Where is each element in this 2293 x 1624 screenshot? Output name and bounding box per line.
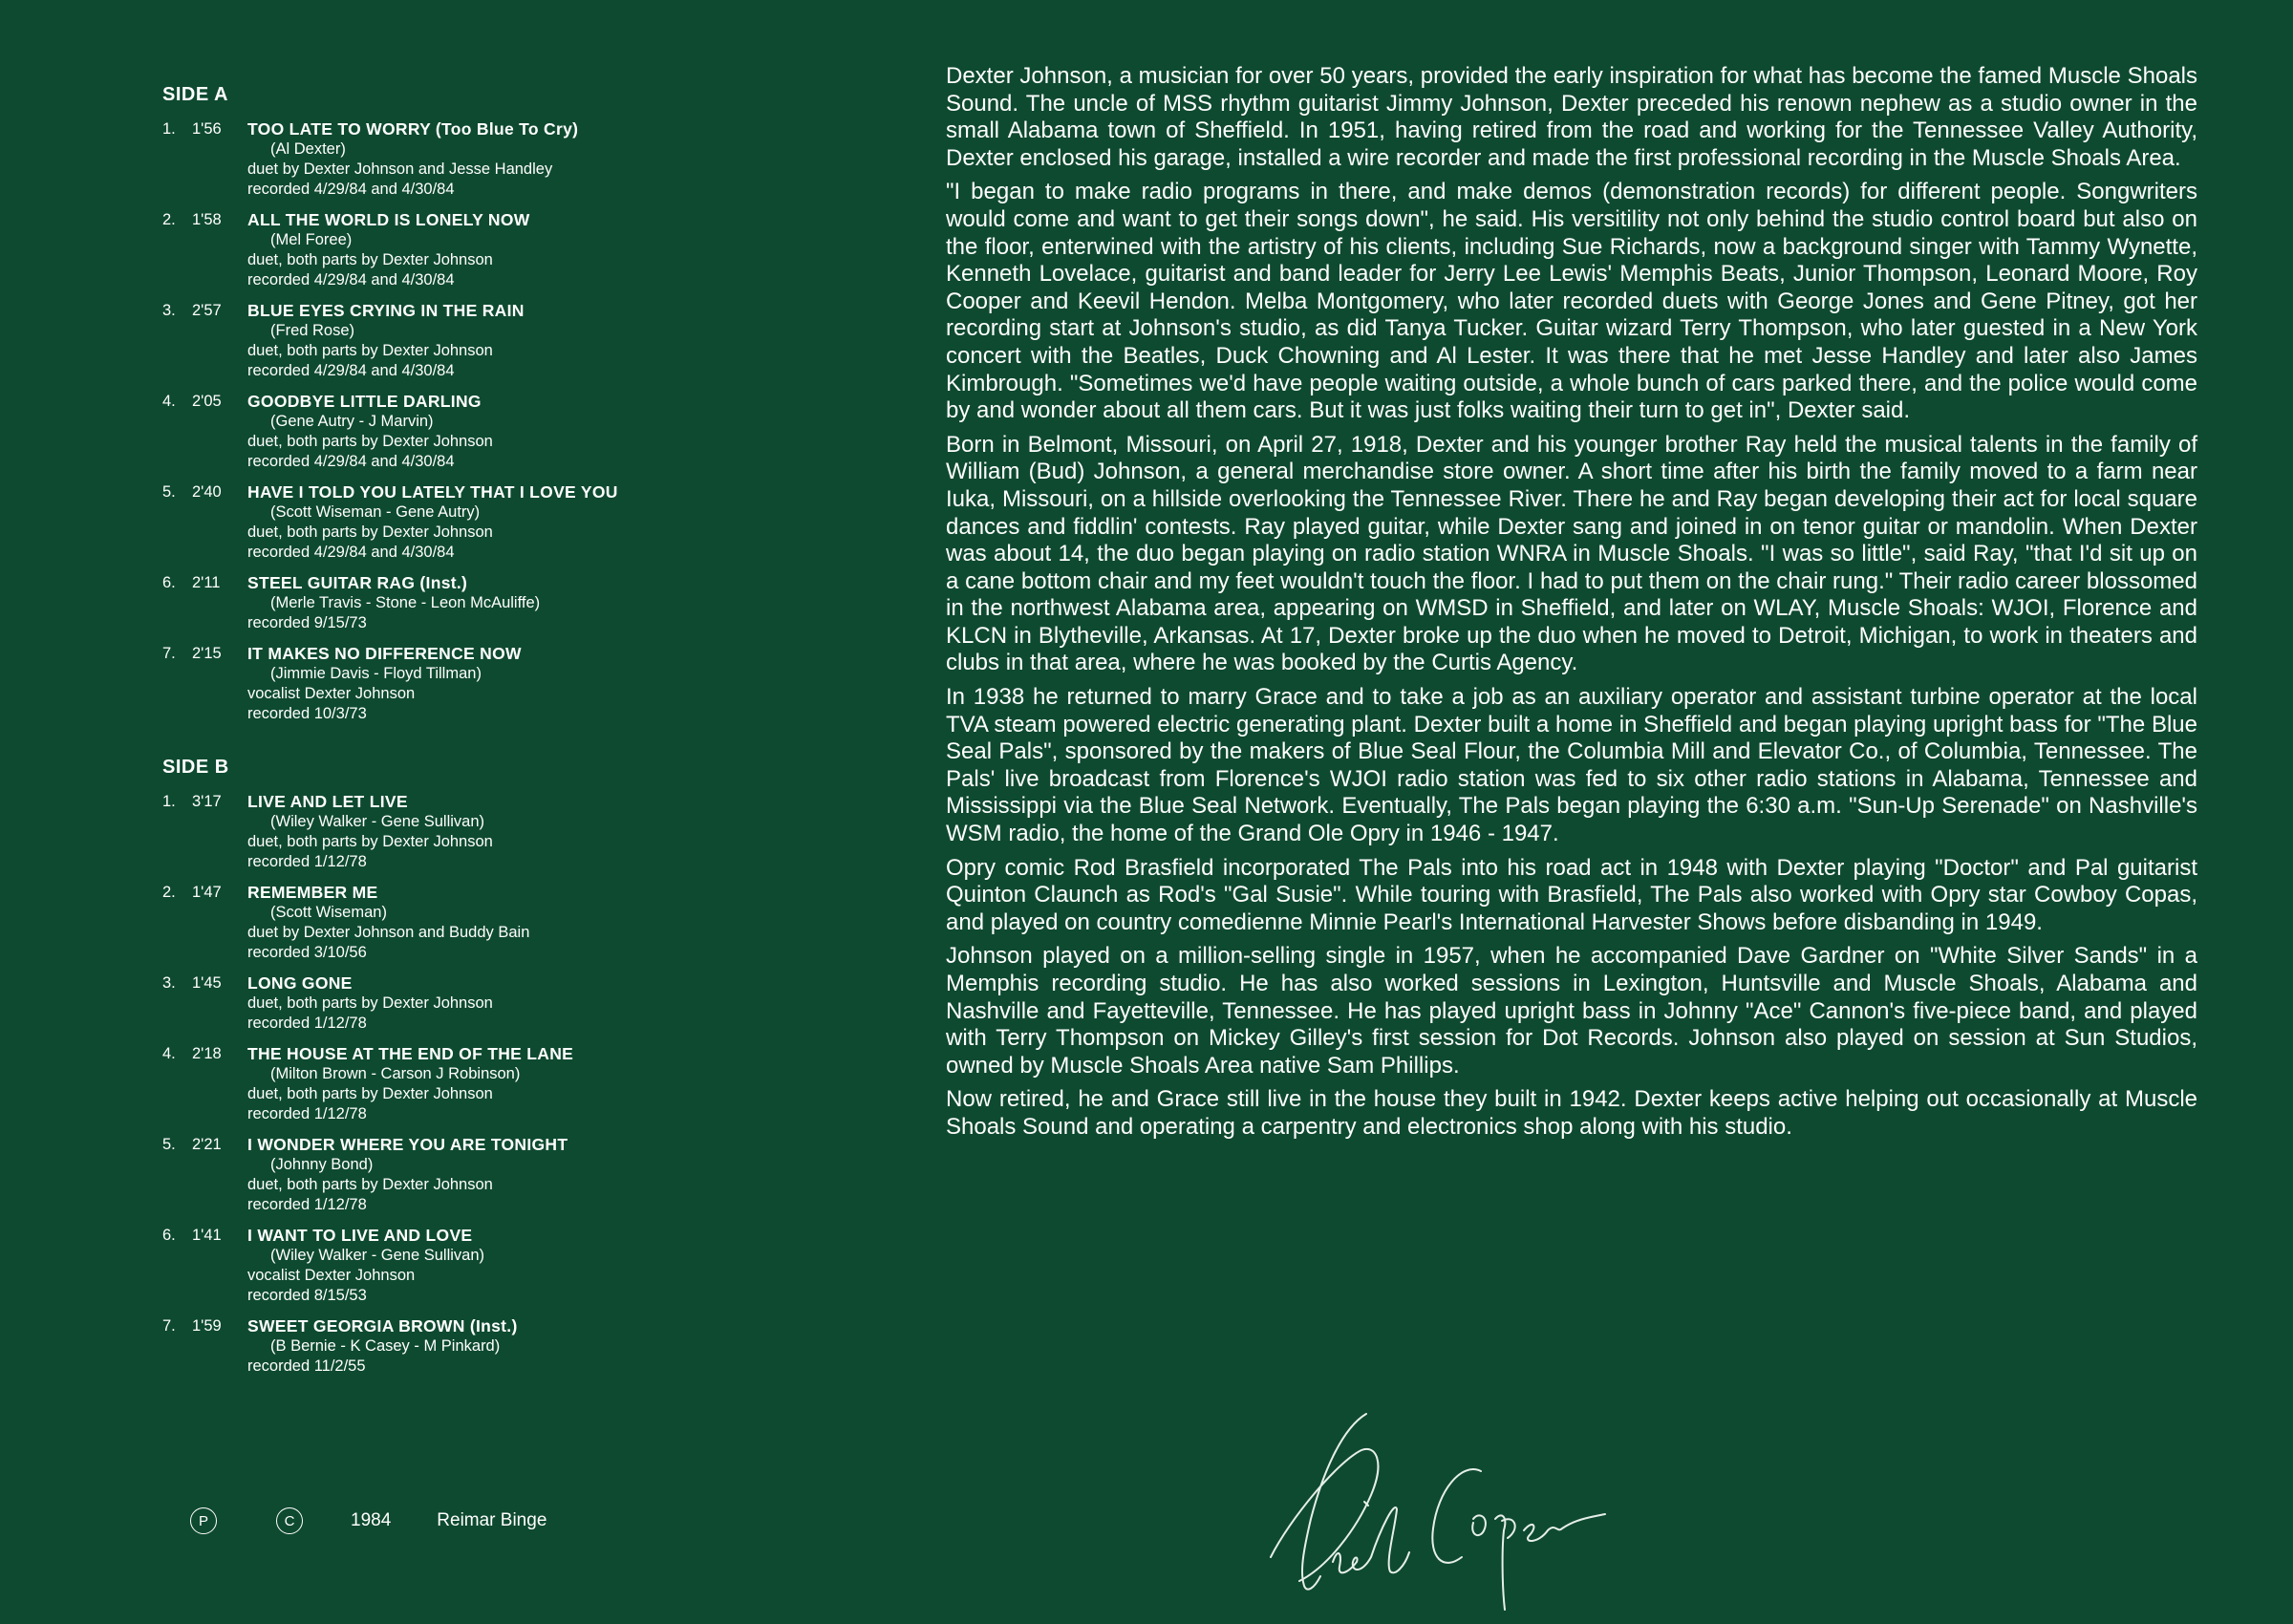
track-recorded: recorded 4/29/84 and 4/30/84 <box>247 181 455 198</box>
track-title: SWEET GEORGIA BROWN (Inst.) <box>247 1316 518 1336</box>
track-number: 6. <box>162 1227 176 1244</box>
track-item <box>161 973 696 1034</box>
track-credit: duet, both parts by Dexter Johnson <box>247 833 493 850</box>
track-number: 1. <box>162 793 176 810</box>
track-title: HAVE I TOLD YOU LATELY THAT I LOVE YOU <box>247 482 618 502</box>
track-author: (Al Dexter) <box>270 140 346 158</box>
track-number: 7. <box>162 645 176 662</box>
track-credit: vocalist Dexter Johnson <box>247 1267 416 1284</box>
essay-paragraph: Now retired, he and Grace still live in the house they built in 1942. Dexter keeps active helping out occasionally at Muscle Shoals Sound and operating a carpentry and electronics shop along with his studio. <box>946 1086 2197 1140</box>
track-title: STEEL GUITAR RAG (Inst.) <box>247 573 468 592</box>
track-title: THE HOUSE AT THE END OF THE LANE <box>247 1044 574 1063</box>
track-credit: vocalist Dexter Johnson <box>247 685 416 702</box>
track-duration: 2'57 <box>192 302 222 319</box>
track-title: GOODBYE LITTLE DARLING <box>247 392 482 411</box>
track-recorded: recorded 1/12/78 <box>247 1196 367 1213</box>
track-number: 4. <box>162 393 176 410</box>
track-author: (Fred Rose) <box>270 322 355 339</box>
track-title: BLUE EYES CRYING IN THE RAIN <box>247 301 525 320</box>
track-number: 7. <box>162 1317 176 1335</box>
essay-paragraph: Opry comic Rod Brasfield incorporated The Pals into his road act in 1948 with Dexter playing "Doctor" and Pal guitarist Quinton Claunch as Rod's "Gal Susie". While touring with Brasfield, The Pals also worked with Opry star Cowboy Copas, and played on country comedienne Minnie Pearl's International Harvester Shows before disbanding in 1949. <box>946 854 2197 935</box>
track-duration: 1'56 <box>192 120 222 138</box>
track-title: TOO LATE TO WORRY (Too Blue To Cry) <box>247 119 579 139</box>
track-title: I WANT TO LIVE AND LOVE <box>247 1226 473 1245</box>
track-author: (Mel Foree) <box>270 231 353 248</box>
track-recorded: recorded 11/2/55 <box>247 1357 366 1375</box>
track-duration: 2'15 <box>192 645 222 662</box>
track-recorded: recorded 4/29/84 and 4/30/84 <box>247 544 455 561</box>
signature-image <box>1252 1404 1615 1624</box>
track-author: (Milton Brown - Carson J Robinson) <box>270 1065 521 1082</box>
track-number: 3. <box>162 302 176 319</box>
track-item <box>161 1135 696 1215</box>
track-number: 2. <box>162 211 176 228</box>
track-recorded: recorded 3/10/56 <box>247 944 367 961</box>
track-duration: 3'17 <box>192 793 222 810</box>
track-duration: 2'40 <box>192 483 222 501</box>
essay-paragraph: "I began to make radio programs in there, and make demos (demonstration records) for different people. Songwriters would come and want to get their songs down", he said. His versitility not only behind the studio control board but also on the floor, enterwined with the artistry of his clients, including Sue Richards, now a background singer with Tammy Wynette, Kenneth Lovelace, guitarist and band leader for Jerry Lee Lewis' Memphis Beats, Junior Thompson, Leonard Moore, Roy Cooper and Keevil Hendon. Melba Montgomery, who later recorded duets with George Jones and Gene Pitney, got her recording start at Johnson's studio, as did Tanya Tucker. Guitar wizard Terry Thompson, who later guested in a New York concert with the Beatles, Duck Chowning and Al Lester. It was there that he met Jesse Handley and later also James Kimbrough. "Sometimes we'd have people waiting outside, a whole bunch of cars parked there, and the police would come by and wonder about all them cars. But it was just folks waiting their turn to get in", Dexter said. <box>946 179 2197 424</box>
track-recorded: recorded 1/12/78 <box>247 1105 367 1122</box>
track-number: 5. <box>162 483 176 501</box>
track-number: 3. <box>162 974 176 992</box>
track-author: (Jimmie Davis - Floyd Tillman) <box>270 665 482 682</box>
side-b-heading: SIDE B <box>162 757 229 778</box>
track-title: ALL THE WORLD IS LONELY NOW <box>247 210 530 229</box>
track-item <box>161 883 696 963</box>
track-credit: duet, both parts by Dexter Johnson <box>247 524 493 541</box>
track-author: (Wiley Walker - Gene Sullivan) <box>270 813 485 830</box>
track-author: (Scott Wiseman - Gene Autry) <box>270 503 481 521</box>
track-recorded: recorded 4/29/84 and 4/30/84 <box>247 362 455 379</box>
track-item <box>161 792 696 872</box>
track-credit: duet by Dexter Johnson and Buddy Bain <box>247 924 530 941</box>
track-recorded: recorded 9/15/73 <box>247 614 367 631</box>
copyright-holder: Reimar Binge <box>437 1510 547 1530</box>
essay-paragraph: Johnson played on a million-selling single in 1957, when he accompanied Dave Gardner on "White Silver Sands" in a Memphis recording studio. He has also worked sessions in Lexington, Huntsville and Muscle Shoals, Alabama and Nashville and Fayetteville, Tennessee. He has played upright bass in Johnny "Ace" Cannon's five-piece band, and played with Terry Thompson on Mickey Gilley's first session for Dot Records. Johnson also played on session at Sun Studios, owned by Muscle Shoals Area native Sam Phillips. <box>946 943 2197 1079</box>
track-credit: duet, both parts by Dexter Johnson <box>247 433 493 450</box>
track-credit: duet, both parts by Dexter Johnson <box>247 994 493 1012</box>
track-duration: 2'18 <box>192 1045 222 1062</box>
track-item <box>161 644 696 724</box>
liner-notes-essay <box>946 63 2197 1148</box>
copyright-year: 1984 <box>351 1510 392 1530</box>
track-duration: 1'58 <box>192 211 222 228</box>
copyright-footer <box>190 1507 546 1534</box>
track-title: REMEMBER ME <box>247 883 378 902</box>
track-recorded: recorded 1/12/78 <box>247 1015 367 1032</box>
track-duration: 1'47 <box>192 884 222 901</box>
track-credit: duet, both parts by Dexter Johnson <box>247 1176 493 1193</box>
track-title: LIVE AND LET LIVE <box>247 792 408 811</box>
track-listing <box>161 84 696 1387</box>
side-a-tracks <box>161 119 696 724</box>
track-item <box>161 482 696 563</box>
track-recorded: recorded 4/29/84 and 4/30/84 <box>247 271 455 288</box>
track-number: 1. <box>162 120 176 138</box>
essay-paragraph: Dexter Johnson, a musician for over 50 years, provided the early inspiration for what has become the famed Muscle Shoals Sound. The uncle of MSS rhythm guitarist Jimmy Johnson, Dexter preceded his renown nephew as a studio owner in the small Alabama town of Sheffield. In 1951, having retired from the road and working for the Tennessee Valley Authority, Dexter enclosed his garage, installed a wire recorder and made the first professional recording in the Muscle Shoals Area. <box>946 63 2197 171</box>
copyright-symbol: C <box>276 1507 303 1534</box>
track-item <box>161 1316 696 1377</box>
track-author: (Merle Travis - Stone - Leon McAuliffe) <box>270 594 541 611</box>
track-number: 6. <box>162 574 176 591</box>
track-title: IT MAKES NO DIFFERENCE NOW <box>247 644 522 663</box>
track-item <box>161 1226 696 1306</box>
track-title: I WONDER WHERE YOU ARE TONIGHT <box>247 1135 568 1154</box>
side-a-heading: SIDE A <box>162 84 228 105</box>
track-item <box>161 210 696 290</box>
track-item <box>161 392 696 472</box>
track-credit: duet, both parts by Dexter Johnson <box>247 251 493 268</box>
side-b-tracks <box>161 792 696 1377</box>
essay-paragraph: In 1938 he returned to marry Grace and to take a job as an auxiliary operator and assistant turbine operator at the local TVA steam powered electric generating plant. Dexter built a home in Sheffield and began playing upright bass for "The Blue Seal Pals", sponsored by the makers of Blue Seal Flour, the Columbia Mill and Elevator Co., of Columbia, Tennessee. The Pals' live broadcast from Florence's WJOI radio station was fed to six other radio stations in Alabama, Tennessee and Mississippi via the Blue Seal Network. Eventually, The Pals began playing the 6:30 a.m. "Sun-Up Serenade" on Nashville's WSM radio, the home of the Grand Ole Opry in 1946 - 1947. <box>946 684 2197 847</box>
track-author: (Johnny Bond) <box>270 1156 374 1173</box>
track-number: 5. <box>162 1136 176 1153</box>
track-item <box>161 119 696 200</box>
track-author: (B Bernie - K Casey - M Pinkard) <box>270 1337 501 1355</box>
track-duration: 1'45 <box>192 974 222 992</box>
track-duration: 1'59 <box>192 1317 222 1335</box>
phonogram-symbol: P <box>190 1507 217 1534</box>
track-number: 2. <box>162 884 176 901</box>
track-author: (Gene Autry - J Marvin) <box>270 413 434 430</box>
track-duration: 2'11 <box>192 574 221 591</box>
essay-paragraph: Born in Belmont, Missouri, on April 27, 1918, Dexter and his younger brother Ray held the musical talents in the family of William (Bud) Johnson, a general merchandise store owner. A short time after his birth the family moved to a farm near Iuka, Missouri, on a hillside overlooking the Tennessee River. There he and Ray began developing their act for local square dances and fiddlin' contests. Ray played guitar, while Dexter sang and joined in on tenor guitar or mandolin. When Dexter was about 14, the duo began playing on radio station WNRA in Muscle Shoals. "I was so little", said Ray, "that I'd sit up on a cane bottom chair and my feet wouldn't touch the floor. I had to put them on the chair rung." Their radio career blossomed in the northwest Alabama area, appearing on WMSD in Sheffield, and later on WLAY, Muscle Shoals: WJOI, Florence and KLCN in Blytheville, Arkansas. At 17, Dexter broke up the duo when he moved to Detroit, Michigan, to work in theaters and clubs in that area, where he was booked by the Curtis Agency. <box>946 431 2197 676</box>
track-credit: duet, both parts by Dexter Johnson <box>247 342 493 359</box>
track-item <box>161 573 696 633</box>
track-title: LONG GONE <box>247 973 353 993</box>
track-author: (Scott Wiseman) <box>270 904 387 921</box>
track-recorded: recorded 8/15/53 <box>247 1287 367 1304</box>
track-recorded: recorded 4/29/84 and 4/30/84 <box>247 453 455 470</box>
track-recorded: recorded 10/3/73 <box>247 705 367 722</box>
track-duration: 2'05 <box>192 393 222 410</box>
track-duration: 2'21 <box>192 1136 222 1153</box>
track-credit: duet by Dexter Johnson and Jesse Handley <box>247 160 553 178</box>
track-recorded: recorded 1/12/78 <box>247 853 367 870</box>
track-item <box>161 1044 696 1124</box>
track-number: 4. <box>162 1045 176 1062</box>
track-credit: duet, both parts by Dexter Johnson <box>247 1085 493 1102</box>
track-item <box>161 301 696 381</box>
track-author: (Wiley Walker - Gene Sullivan) <box>270 1247 485 1264</box>
track-duration: 1'41 <box>192 1227 222 1244</box>
